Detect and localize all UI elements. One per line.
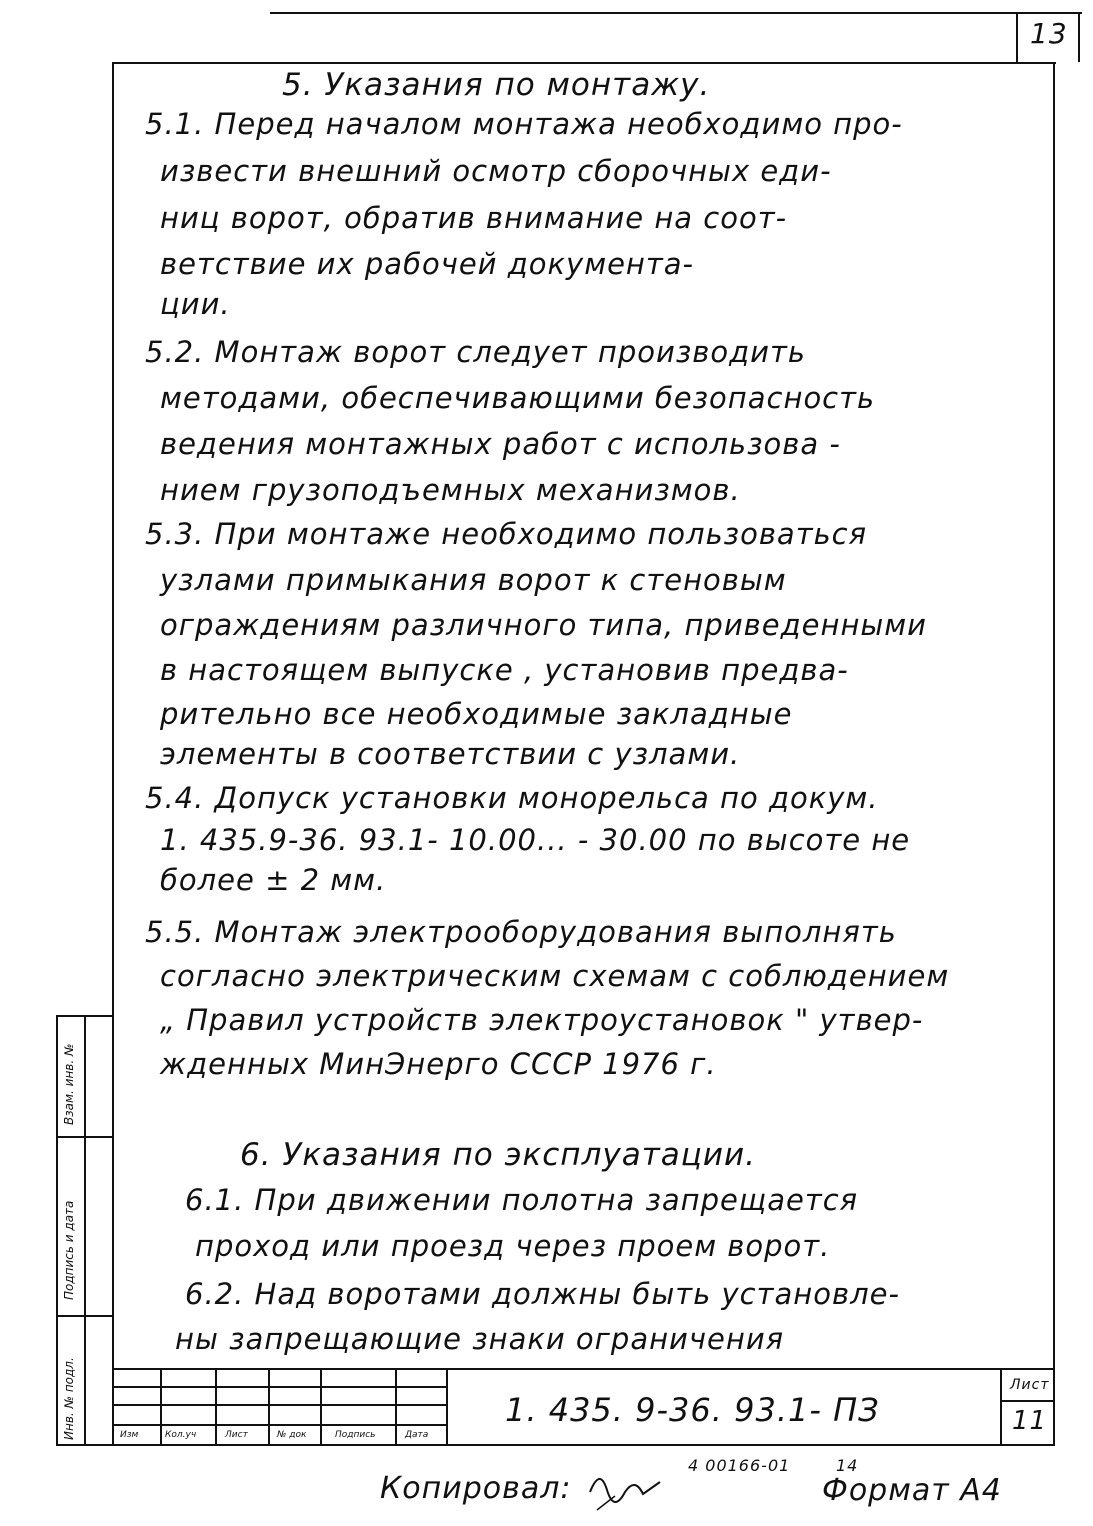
sheet-number-box-right	[1078, 12, 1080, 62]
section5-title: 5. Указания по монтажу.	[282, 67, 711, 103]
s5-line-19: 5.5. Монтаж электрооборудования выполнять	[145, 915, 897, 949]
s5-line-12: ограждениям различного типа, приведенными	[160, 608, 928, 642]
s5-line-20: согласно электрическим схемам с соблюдением	[160, 959, 950, 993]
format-label: Формат А4	[822, 1473, 1002, 1508]
sheet-label: Лист	[1010, 1377, 1050, 1393]
s5-line-11: узлами примыкания ворот к стеновым	[160, 563, 787, 597]
sheet-box-mid	[1000, 1400, 1055, 1402]
side-stamp-mid	[84, 1015, 86, 1445]
s5-line-10: 5.3. При монтаже необходимо пользоваться	[145, 517, 868, 551]
s5-line-1: 5.1. Перед началом монтажа необходимо про-	[145, 107, 903, 141]
col-label-sign: Подпись	[335, 1430, 376, 1440]
s6-line-4: ны запрещающие знаки ограничения	[175, 1322, 785, 1356]
s5-line-17: 1. 435.9-36. 93.1- 10.00... - 30.00 по высоте не	[160, 823, 911, 857]
title-block-top	[112, 1368, 1055, 1370]
side-stamp-bottom	[56, 1444, 113, 1446]
frame-bottom	[112, 1444, 1055, 1446]
sheet-number: 11	[1012, 1406, 1048, 1436]
side-stamp-label-replace: Взам. инв. №	[62, 1043, 76, 1125]
grid-col5	[395, 1368, 397, 1446]
copied-label: Копировал:	[380, 1471, 572, 1506]
s6-line-3: 6.2. Над воротами должны быть установле-	[185, 1277, 900, 1311]
side-stamp-div1	[56, 1136, 113, 1138]
sheet-number-box-left	[1016, 12, 1018, 62]
s5-line-4: ветствие их рабочей документа-	[160, 247, 695, 281]
s5-line-9: нием грузоподъемных механизмов.	[160, 473, 741, 507]
grid-col4	[320, 1368, 322, 1446]
side-stamp-label-inv: Инв. № подл.	[62, 1357, 76, 1440]
frame-right	[1053, 62, 1055, 1446]
s5-line-2: извести внешний осмотр сборочных еди-	[160, 154, 832, 188]
section6-title: 6. Указания по эксплуатации.	[240, 1137, 757, 1173]
s5-line-18: более ± 2 мм.	[160, 863, 387, 897]
col-label-date: Дата	[405, 1430, 429, 1440]
s6-line-2: проход или проезд через проем ворот.	[195, 1229, 831, 1263]
order-number: 4 00166-01	[688, 1456, 791, 1475]
side-stamp-div2	[56, 1315, 113, 1317]
top-sheet-number: 13	[1030, 17, 1068, 50]
frame-left	[112, 62, 114, 1446]
col-label-kol: Кол.уч	[165, 1430, 197, 1440]
copier-signature-icon	[585, 1462, 665, 1512]
grid-col3	[268, 1368, 270, 1446]
sheet-box-left	[1000, 1368, 1002, 1446]
s5-line-21: „ Правил устройств электроустановок " утвер-	[160, 1003, 924, 1037]
document-designation: 1. 435. 9-36. 93.1- ПЗ	[505, 1391, 880, 1429]
s5-line-8: ведения монтажных работ с использова -	[160, 427, 841, 461]
s5-line-5: ции.	[160, 287, 231, 321]
col-label-list: Лист	[225, 1430, 248, 1440]
s5-line-14: рительно все необходимые закладные	[160, 697, 793, 731]
grid-col2	[215, 1368, 217, 1446]
grid-col6	[446, 1368, 448, 1446]
s6-line-1: 6.1. При движении полотна запрещается	[185, 1183, 859, 1217]
col-label-doc: № док	[277, 1430, 307, 1440]
s5-line-3: ниц ворот, обратив внимание на соот-	[160, 201, 788, 235]
side-stamp-outer	[56, 1015, 58, 1445]
top-border-line	[270, 12, 1082, 14]
s5-line-7: методами, обеспечивающими безопасность	[160, 381, 876, 415]
col-label-izm: Изм	[120, 1430, 139, 1440]
side-stamp-top	[56, 1015, 113, 1017]
s5-line-22: жденных МинЭнерго СССР 1976 г.	[160, 1047, 717, 1081]
order-sub: 14	[836, 1456, 859, 1475]
s5-line-6: 5.2. Монтаж ворот следует производить	[145, 335, 806, 369]
s5-line-15: элементы в соответствии с узлами.	[160, 737, 741, 771]
s5-line-13: в настоящем выпуске , установив предва-	[160, 653, 849, 687]
frame-top	[112, 62, 1056, 64]
s5-line-16: 5.4. Допуск установки монорельса по докум.	[145, 781, 879, 815]
side-stamp-label-sign: Подпись и дата	[62, 1200, 76, 1300]
grid-col1	[160, 1368, 162, 1446]
